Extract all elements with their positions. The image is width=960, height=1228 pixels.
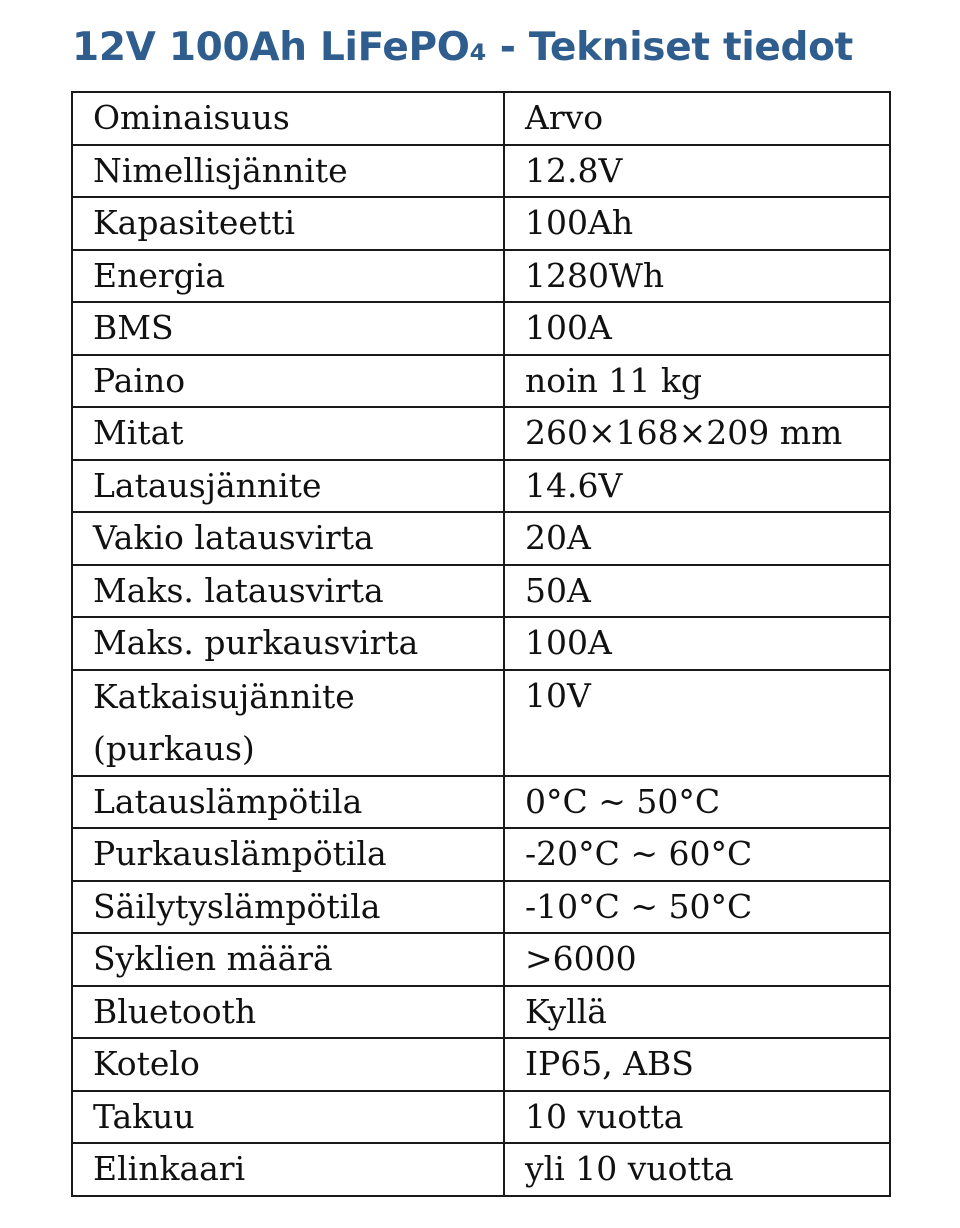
row-property: Syklien määrä: [72, 933, 504, 986]
row-value: 50A: [504, 565, 890, 618]
row-property: Paino: [72, 355, 504, 408]
row-value: 10V: [504, 670, 890, 776]
row-property: Säilytyslämpötila: [72, 881, 504, 934]
row-value: 20A: [504, 512, 890, 565]
table-row: [72, 565, 890, 618]
table-row: [72, 512, 890, 565]
row-property: Energia: [72, 250, 504, 303]
table-row: [72, 617, 890, 670]
row-property: Nimellisjännite: [72, 145, 504, 198]
row-property: Katkaisujännite (purkaus): [72, 670, 504, 776]
row-property: Purkauslämpötila: [72, 828, 504, 881]
table-row: [72, 460, 890, 513]
table-row: [72, 407, 890, 460]
table-row: [72, 933, 890, 986]
table-row: [72, 776, 890, 829]
table-row: [72, 1143, 890, 1196]
row-value: >6000: [504, 933, 890, 986]
row-value: Kyllä: [504, 986, 890, 1039]
table-row: [72, 1038, 890, 1091]
row-property: Kapasiteetti: [72, 197, 504, 250]
table-row: [72, 197, 890, 250]
row-property: Latauslämpötila: [72, 776, 504, 829]
row-value: 260×168×209 mm: [504, 407, 890, 460]
row-value: 14.6V: [504, 460, 890, 513]
row-property: Kotelo: [72, 1038, 504, 1091]
row-value: 100A: [504, 302, 890, 355]
row-value: 100A: [504, 617, 890, 670]
row-value: -10°C ~ 50°C: [504, 881, 890, 934]
table-header-row: [72, 92, 890, 145]
row-property: Mitat: [72, 407, 504, 460]
table-row: [72, 145, 890, 198]
row-value: 0°C ~ 50°C: [504, 776, 890, 829]
table-row: [72, 670, 890, 776]
row-property: Bluetooth: [72, 986, 504, 1039]
row-value: 12.8V: [504, 145, 890, 198]
row-value: 1280Wh: [504, 250, 890, 303]
row-value: yli 10 vuotta: [504, 1143, 890, 1196]
row-value: 100Ah: [504, 197, 890, 250]
row-property: Vakio latausvirta: [72, 512, 504, 565]
row-property: Maks. purkausvirta: [72, 617, 504, 670]
table-row: [72, 828, 890, 881]
table-row: [72, 355, 890, 408]
page-title: 12V 100Ah LiFePO₄ - Tekniset tiedot: [72, 25, 854, 70]
table-row: [72, 986, 890, 1039]
table-row: [72, 302, 890, 355]
row-property: Takuu: [72, 1091, 504, 1144]
row-value: 10 vuotta: [504, 1091, 890, 1144]
spec-table: [71, 91, 891, 1197]
row-value: -20°C ~ 60°C: [504, 828, 890, 881]
row-property: Elinkaari: [72, 1143, 504, 1196]
row-property: Latausjännite: [72, 460, 504, 513]
row-value: IP65, ABS: [504, 1038, 890, 1091]
table-row: [72, 881, 890, 934]
table-row: [72, 1091, 890, 1144]
header-property: Ominaisuus: [72, 92, 504, 145]
row-value: noin 11 kg: [504, 355, 890, 408]
table-row: [72, 250, 890, 303]
row-property: BMS: [72, 302, 504, 355]
row-property: Maks. latausvirta: [72, 565, 504, 618]
header-value: Arvo: [504, 92, 890, 145]
